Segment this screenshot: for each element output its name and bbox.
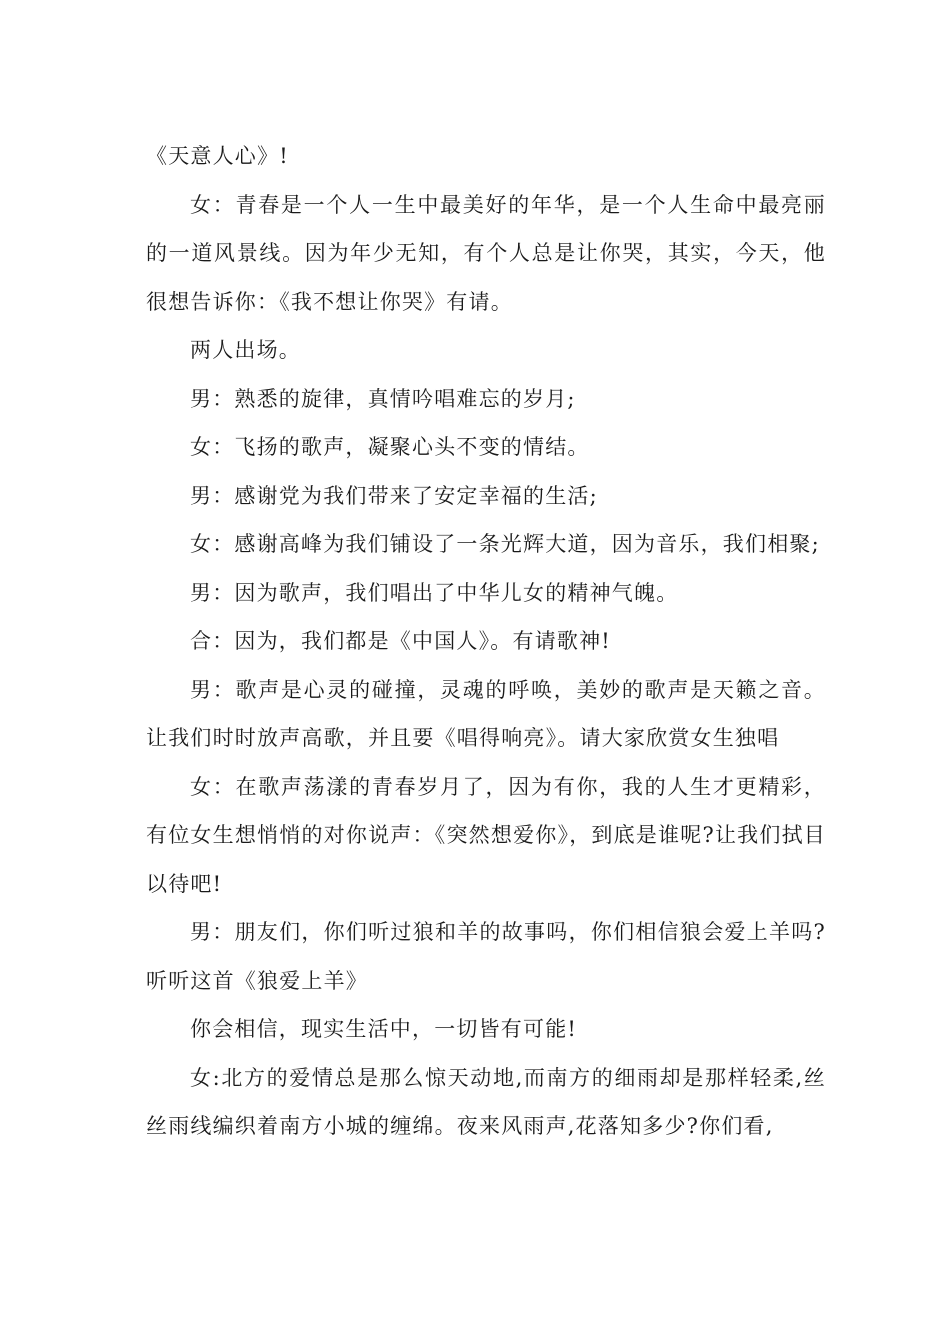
paragraph-7: 女：感谢高峰为我们铺设了一条光辉大道，因为音乐，我们相聚; <box>190 532 820 556</box>
document-body <box>146 132 826 1151</box>
paragraph-13: 你会相信，现实生活中，一切皆有可能! <box>190 1017 578 1041</box>
paragraph-11: 女：在歌声荡漾的青春岁月了，因为有你，我的人生才更精彩，有位女生想悄悄的对你说声：《突然想爱你》，到底是谁呢?让我们拭目以待吧! <box>146 774 826 896</box>
paragraph-3: 两人出场。 <box>190 338 301 362</box>
paragraph-8: 男：因为歌声，我们唱出了中华儿女的精神气魄。 <box>190 580 679 605</box>
paragraph-9: 合：因为，我们都是《中国人》。有请歌神! <box>190 629 611 653</box>
paragraph-10: 男：歌声是心灵的碰撞，灵魂的呼唤，美妙的歌声是天籁之音。让我们时时放声高歌，并且要《唱得响亮》。请大家欣赏女生独唱 <box>146 677 826 750</box>
paragraph-1: 《天意人心》! <box>146 144 289 168</box>
paragraph-4: 男：熟悉的旋律，真情吟唱难忘的岁月; <box>190 386 576 411</box>
paragraph-5: 女：飞扬的歌声，凝聚心头不变的情结。 <box>190 435 590 459</box>
paragraph-2: 女：青春是一个人一生中最美好的年华，是一个人生命中最亮丽的一道风景线。因为年少无知，有个人总是让你哭，其实，今天，他很想告诉你：《我不想让你哭》有请。 <box>146 192 826 314</box>
paragraph-6: 男：感谢党为我们带来了安定幸福的生活; <box>190 483 598 508</box>
paragraph-12: 男：朋友们，你们听过狼和羊的故事吗，你们相信狼会爱上羊吗?听听这首《狼爱上羊》 <box>146 920 826 993</box>
paragraph-14: 女:北方的爱情总是那么惊天动地,而南方的细雨却是那样轻柔,丝丝雨线编织着南方小城的缠绵。夜来风雨声,花落知多少?你们看, <box>146 1065 826 1138</box>
